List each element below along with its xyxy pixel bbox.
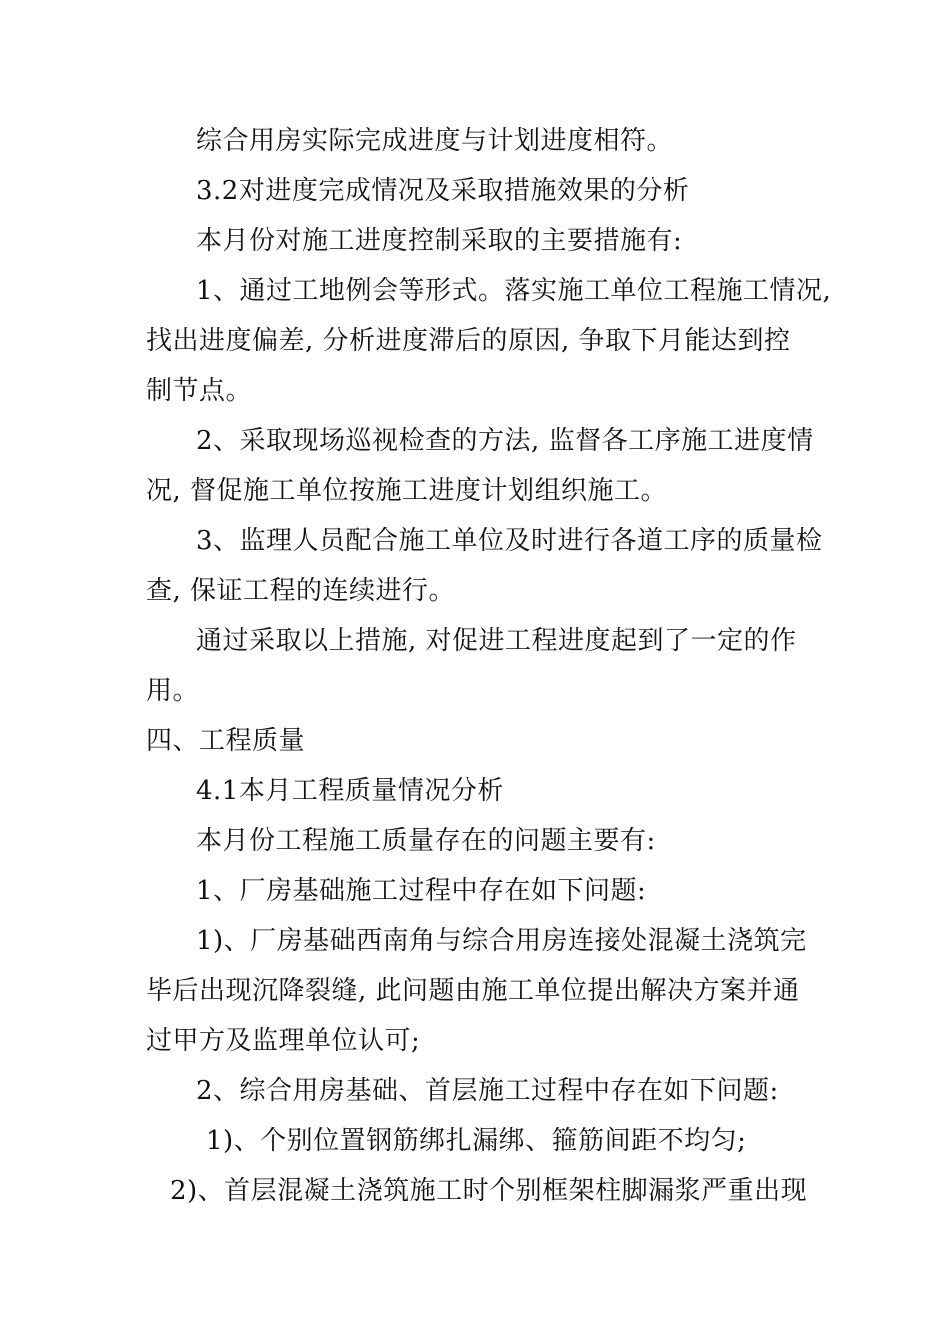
list-item-line: 3、监理人员配合施工单位及时进行各道工序的质量检 — [196, 526, 823, 556]
list-item-line: 1、厂房基础施工过程中存在如下问题: — [196, 876, 647, 906]
list-item-line: 1)、厂房基础西南角与综合用房连接处混凝土浇筑完 — [196, 926, 807, 956]
list-item-line: 找出进度偏差, 分析进度滞后的原因, 争取下月能达到控 — [146, 326, 791, 356]
paragraph-line: 本月份对施工进度控制采取的主要措施有: — [196, 226, 683, 256]
paragraph-line: 用。 — [146, 676, 200, 706]
list-item-line: 2)、首层混凝土浇筑施工时个别框架柱脚漏浆严重出现 — [170, 1176, 808, 1206]
list-item-line: 2、采取现场巡视检查的方法, 监督各工序施工进度情 — [196, 426, 814, 456]
section-heading-3-2: 3.2对进度完成情况及采取措施效果的分析 — [196, 176, 690, 206]
list-item-line: 制节点。 — [146, 376, 253, 406]
paragraph-line: 综合用房实际完成进度与计划进度相符。 — [196, 126, 674, 156]
list-item-line: 2、综合用房基础、首层施工过程中存在如下问题: — [196, 1076, 779, 1106]
list-item-line: 过甲方及监理单位认可; — [146, 1026, 421, 1056]
section-heading-4-1: 4.1本月工程质量情况分析 — [196, 776, 504, 806]
list-item-line: 毕后出现沉降裂缝, 此问题由施工单位提出解决方案并通 — [146, 976, 800, 1006]
paragraph-line: 本月份工程施工质量存在的问题主要有: — [196, 826, 656, 856]
paragraph-line: 通过采取以上措施, 对促进工程进度起到了一定的作 — [196, 626, 797, 656]
list-item-line: 1、通过工地例会等形式。落实施工单位工程施工情况, — [196, 276, 832, 306]
list-item-line: 1)、个别位置钢筋绑扎漏绑、箍筋间距不均匀; — [206, 1126, 747, 1156]
chapter-heading-4: 四、工程质量 — [146, 726, 306, 756]
list-item-line: 查, 保证工程的连续进行。 — [146, 576, 456, 606]
list-item-line: 况, 督促施工单位按施工进度计划组织施工。 — [146, 476, 668, 506]
